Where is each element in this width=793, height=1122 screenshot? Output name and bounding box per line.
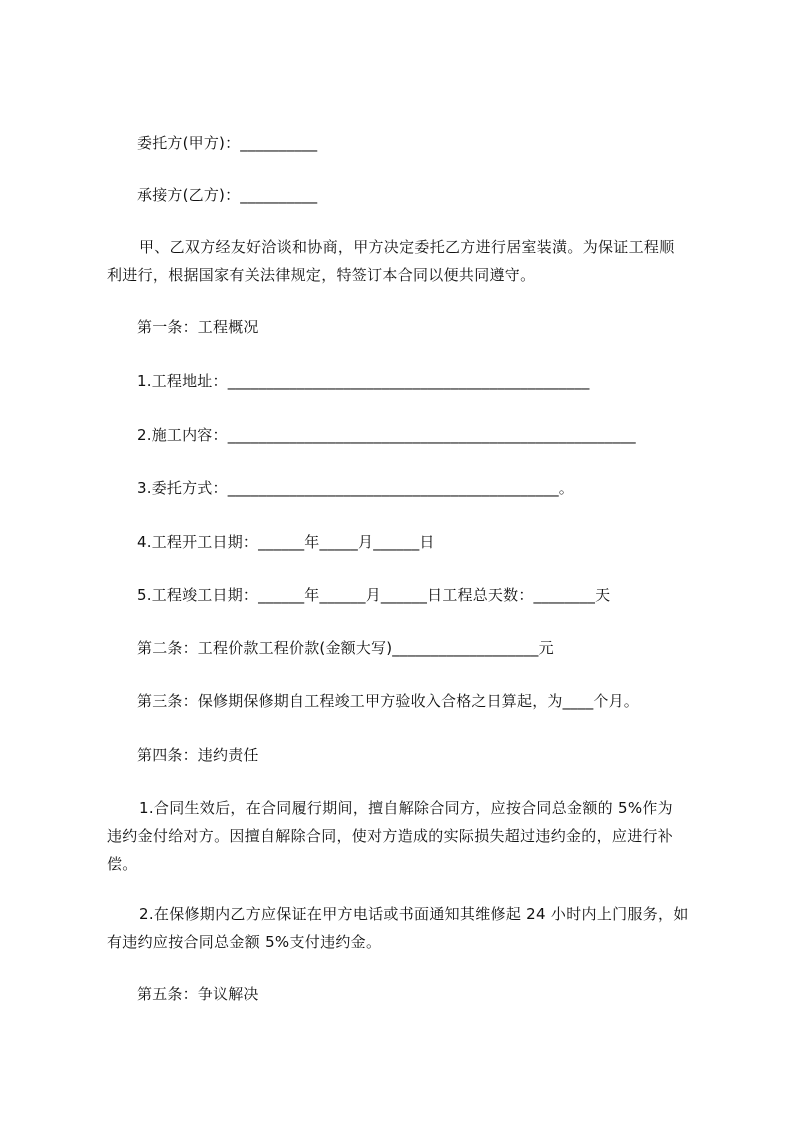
article-5-title: 第五条：争议解决 bbox=[137, 985, 259, 1003]
intro-line-1: 甲、乙双方经友好洽谈和协商，甲方决定委托乙方进行居室装潢。为保证工程顺 bbox=[139, 238, 675, 256]
entrust-method-line: 3.委托方式：___________________________________________。 bbox=[137, 479, 575, 497]
completion-date-line: 5.工程竣工日期：______年______月______日工程总天数：________天 bbox=[137, 586, 611, 604]
clause-1-line-1: 1.合同生效后，在合同履行期间，擅自解除合同方，应按合同总金额的 5%作为 bbox=[139, 799, 673, 817]
article-3-warranty: 第三条：保修期保修期自工程竣工甲方验收入合格之日算起，为____个月。 bbox=[137, 692, 640, 710]
article-2-price: 第二条：工程价款工程价款(金额大写)___________________元 bbox=[137, 639, 554, 657]
breach-clause-2 bbox=[107, 900, 727, 956]
project-address-line: 1.工程地址：_______________________________________________ bbox=[137, 372, 590, 390]
clause-2-line-1: 2.在保修期内乙方应保证在甲方电话或书面通知其维修起 24 小时内上门服务，如 bbox=[139, 905, 689, 923]
party-a-line: 委托方(甲方)：__________ bbox=[137, 134, 318, 152]
article-1-title: 第一条：工程概况 bbox=[137, 318, 259, 336]
start-date-line: 4.工程开工日期：______年_____月______日 bbox=[137, 533, 435, 551]
construction-content-line: 2.施工内容：_____________________________________________________ bbox=[137, 426, 636, 444]
breach-clause-1 bbox=[107, 794, 727, 878]
intro-line-2: 利进行，根据国家有关法律规定，特签订本合同以便共同遵守。 bbox=[107, 266, 536, 284]
clause-1-line-3: 偿。 bbox=[107, 855, 138, 873]
intro-paragraph bbox=[107, 233, 727, 289]
clause-1-line-2: 违约金付给对方。因擅自解除合同，使对方造成的实际损失超过违约金的，应进行补 bbox=[107, 827, 674, 845]
party-b-line: 承接方(乙方)：__________ bbox=[137, 186, 318, 204]
clause-2-line-2: 有违约应按合同总金额 5%支付违约金。 bbox=[107, 933, 382, 951]
article-4-title: 第四条：违约责任 bbox=[137, 746, 259, 764]
